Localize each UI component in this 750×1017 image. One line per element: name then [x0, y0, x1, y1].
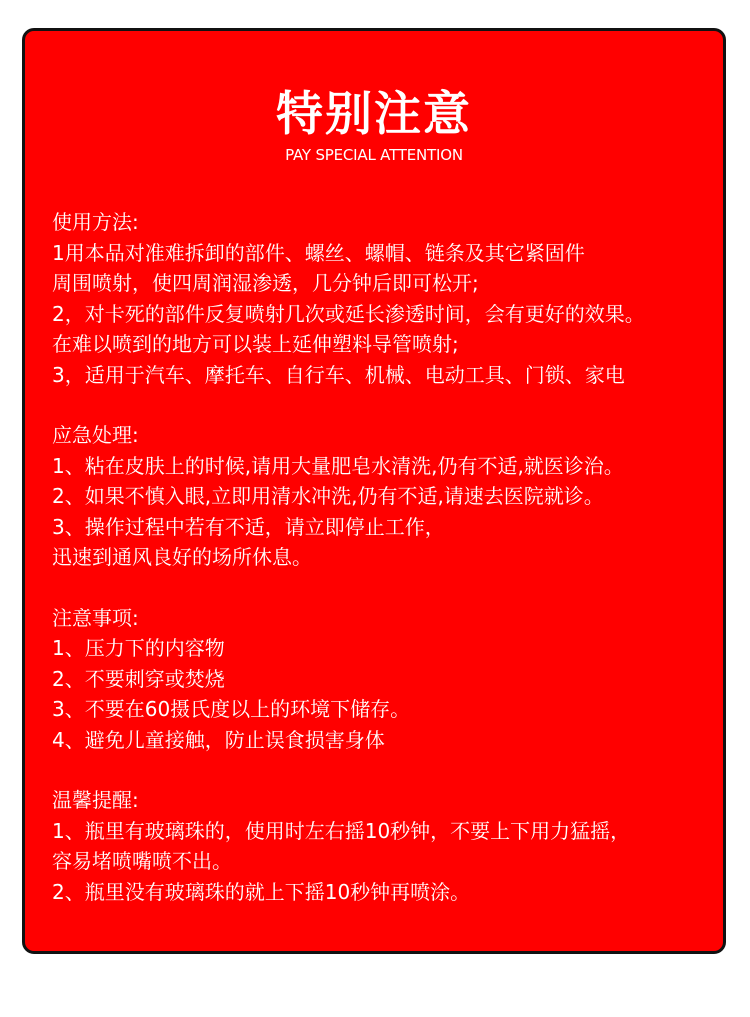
section-heading: 使用方法:	[52, 210, 139, 234]
text-line: 1、粘在皮肤上的时候,请用大量肥皂水清洗,仍有不适,就医诊治。	[52, 453, 624, 478]
notice-content	[52, 207, 724, 937]
text-line: 2，对卡死的部件反复喷射几次或延长渗透时间，会有更好的效果。	[52, 301, 645, 326]
text-line: 2、如果不慎入眼,立即用清水冲洗,仍有不适,请速去医院就诊。	[52, 484, 604, 508]
section-heading: 温馨提醒:	[52, 788, 139, 812]
text-line: 2、不要刺穿或焚烧	[52, 666, 225, 691]
text-line: 迅速到通风良好的场所休息。	[52, 545, 312, 569]
notice-title: 特别注意	[276, 87, 472, 142]
text-line: 3、操作过程中若有不适，请立即停止工作，	[52, 514, 445, 539]
text-line: 4、避免儿童接触，防止误食损害身体	[52, 727, 385, 752]
text-line: 3、不要在60摄氏度以上的环境下储存。	[52, 697, 411, 721]
text-line: 1、压力下的内容物	[52, 636, 225, 660]
text-line: 3，适用于汽车、摩托车、自行车、机械、电动工具、门锁、家电	[52, 362, 625, 387]
text-line: 1、瓶里有玻璃珠的，使用时左右摇10秒钟，不要上下用力猛摇，	[52, 818, 631, 843]
text-line: 周围喷射，使四周润湿渗透，几分钟后即可松开;	[52, 271, 479, 295]
text-line: 1用本品对准难拆卸的部件、螺丝、螺帽、链条及其它紧固件	[52, 240, 585, 265]
text-line: 在难以喷到的地方可以装上延伸塑料导管喷射;	[52, 332, 459, 356]
section-heading: 应急处理:	[52, 423, 139, 447]
section-usage	[52, 207, 724, 390]
section-heading: 注意事项:	[52, 605, 139, 630]
text-line: 容易堵喷嘴喷不出。	[52, 849, 232, 873]
text-line: 2、瓶里没有玻璃珠的就上下摇10秒钟再喷涂。	[52, 879, 471, 904]
notice-card	[22, 28, 726, 954]
section-precautions	[52, 603, 724, 756]
section-emergency	[52, 420, 724, 573]
section-reminder	[52, 785, 724, 907]
notice-subtitle: PAY SPECIAL ATTENTION	[285, 146, 463, 164]
